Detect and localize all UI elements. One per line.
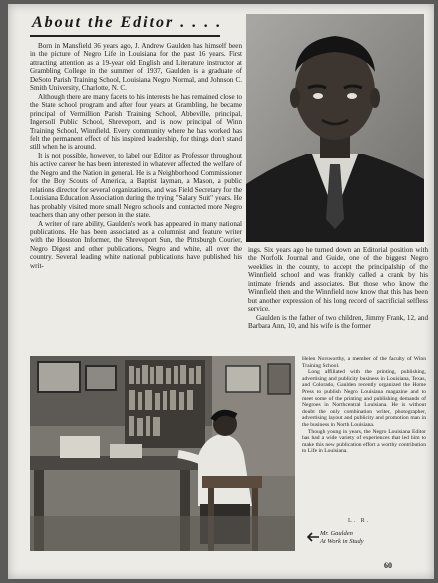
article-right-column	[248, 246, 428, 354]
article-paragraph: ings. Six years ago he turned down an Editorial position with the Norfolk Journal and Guide, one of the biggest Negro weeklies in the county, to accept the principalship of the Winnfield school and was frankly called a crank by his intimate friends and associates. But those who know the Winnfield then and the Winnfield now know that this has been but another expression of his long record of sacrificial selfless service.	[248, 246, 428, 314]
article-paragraph: Though young in years, the Negro Louisiana Editor has had a wide variety of experiences that led him to make this new publication effort a worthy contribution to Life in Louisiana.	[302, 428, 426, 455]
article-sidebar-column	[302, 356, 426, 516]
article-paragraph: Helen Norsworthy, a member of the faculty of Winn Training School.	[302, 356, 426, 369]
photo-caption	[320, 530, 420, 546]
page-number: 60	[384, 561, 392, 570]
article-paragraph: Long affiliated with the printing, publishing, advertising and publicity business in Louisiana, Texas, and Colorado, Gaulden recently organized the Home Press to publish Negro Louisiana magazine and to meet some of the printing and publishing demands of Negroes in Northcentral Louisiana. He is without doubt the only combination writer, photographer, advertising layout and publicity and promotion man in the business in North Louisiana.	[302, 369, 426, 428]
caption-arrow-icon	[306, 531, 320, 543]
author-initials: L. R.	[348, 518, 371, 524]
article-paragraph: Although there are many facets to his interests he has remained close to the State school program and after four years at Grambling, he became principal of Vermillion Parish Training School, Abbeville, principal, Ingersoll Public School, Shreveport, and is now principal of Winn Training School, Winnfield. Every community where he has worked has felt the permanent effect of his inspired leadership, for things don't stand still when he is around.	[30, 92, 242, 152]
magazine-page	[8, 4, 434, 579]
article-paragraph: Born in Mansfield 36 years ago, J. Andrew Gaulden has himself been in the picture of Negro Life in Louisiana for the past 16 years. First attracting attention as a 19-year old English and Literature instructor at Grambling College in the summer of 1937, Gaulden is a graduate of DeSoto Parish Training School, Louisiana Negro Normal, and Johnson C. Smith University, Charlotte, N. C.	[30, 42, 242, 93]
article-left-column	[30, 42, 242, 354]
study-room-illustration	[30, 356, 295, 551]
study-room-photo	[30, 356, 295, 551]
editor-portrait-photo	[246, 14, 424, 242]
article-paragraph: A writer of rare ability, Gaulden's work has appeared in many national publications. He has been associated as a columnist and feature writer with the Houston Informer, the Shreveport Sun, the Pittsburgh Courier, Negro Digest and other publications, Negro and white, all over the country. Several leading white national publications have published his writ-	[30, 219, 242, 270]
article-paragraph: Gaulden is the father of two children, Jimmy Frank, 12, and Barbara Ann, 10, and his wife is the former	[248, 313, 428, 331]
caption-line: At Work in Study	[320, 538, 364, 545]
page-title: About the Editor . . . .	[32, 14, 223, 31]
portrait-illustration	[246, 14, 424, 242]
title-underline	[30, 35, 220, 37]
caption-line: Mr. Gaulden	[320, 530, 353, 537]
article-paragraph: It is not possible, however, to label our Editor as Professor throughout his active career he has been interested in whatever affected the welfare of the Negro and the Nation in general. He is a Neighborhood Commissioner for the Boy Scouts of America, a Baptist layman, a Mason, a public relations director for several organizations, and was Field Secretary for the Louisiana Education Association during the trying "Salary Suit" years. He has probably visited more small Negro schools and contacted more Negro teachers than any other person in the state.	[30, 151, 242, 220]
